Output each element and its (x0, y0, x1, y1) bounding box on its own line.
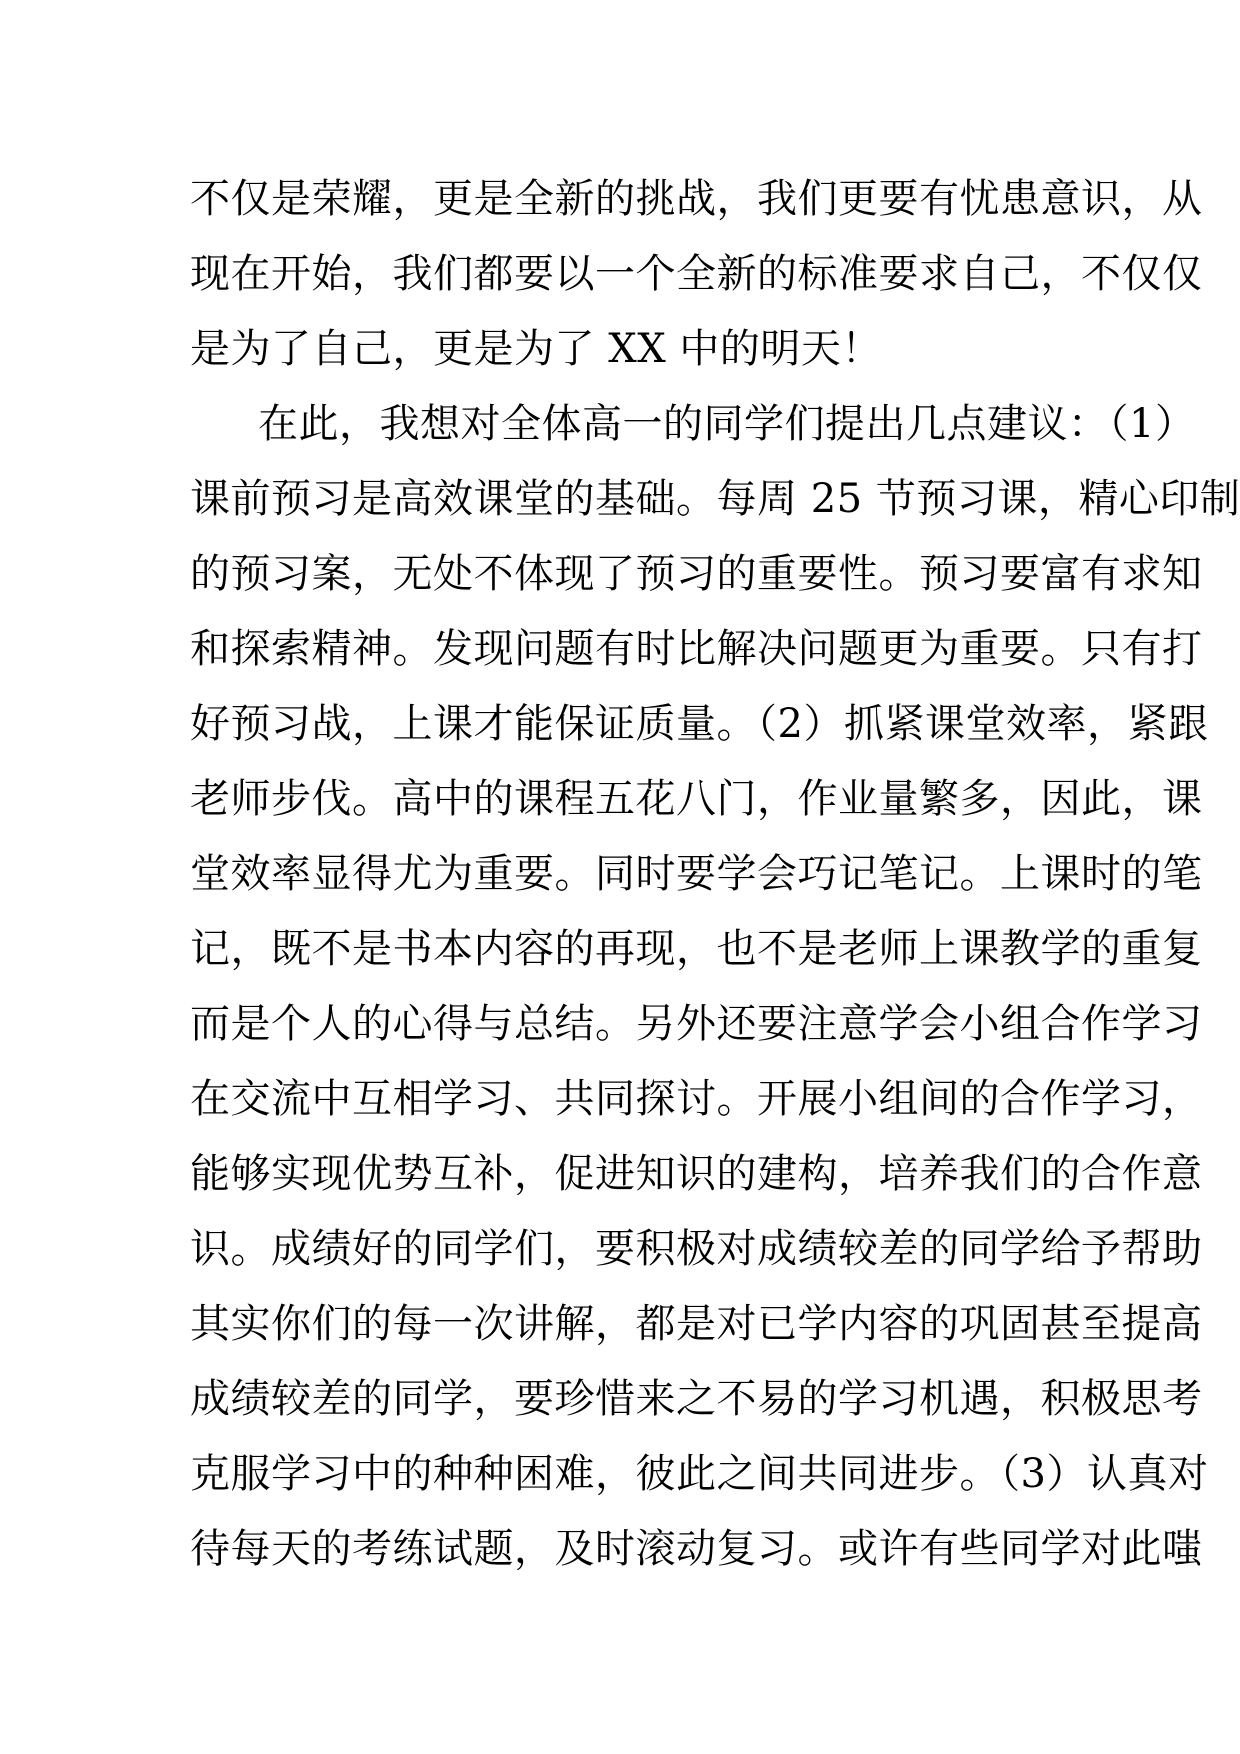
paragraph-start-line: 在此，我想对全体高一的同学们提出几点建议：（1） (258, 401, 1196, 447)
text-line: 现在开始，我们都要以一个全新的标准要求自己，不仅仅 (190, 251, 1203, 297)
text-line: 能够实现优势互补，促进知识的建构，培养我们的合作意 (190, 1151, 1203, 1197)
text-line: 克服学习中的种种困难，彼此之间共同进步。（3）认真对 (190, 1451, 1209, 1497)
text-line: 在交流中互相学习、共同探讨。开展小组间的合作学习， (190, 1076, 1203, 1122)
text-line: 堂效率显得尤为重要。同时要学会巧记笔记。上课时的笔 (190, 851, 1203, 897)
text-line: 待每天的考练试题，及时滚动复习。或许有些同学对此嗤 (190, 1526, 1203, 1572)
text-line: 和探索精神。发现问题有时比解决问题更为重要。只有打 (190, 626, 1203, 672)
text-line: 识。成绩好的同学们，要积极对成绩较差的同学给予帮助 (190, 1226, 1203, 1272)
text-line: 记，既不是书本内容的再现，也不是老师上课教学的重复 (190, 926, 1203, 972)
text-line: 其实你们的每一次讲解，都是对已学内容的巩固甚至提高 (190, 1301, 1203, 1347)
text-line: 不仅是荣耀，更是全新的挑战，我们更要有忧患意识，从 (190, 176, 1203, 222)
body-text (190, 168, 1240, 1593)
text-line: 课前预习是高效课堂的基础。每周 25 节预习课，精心印制 (190, 476, 1240, 522)
text-line: 的预习案，无处不体现了预习的重要性。预习要富有求知 (190, 551, 1203, 597)
text-line: 而是个人的心得与总结。另外还要注意学会小组合作学习 (190, 1001, 1203, 1047)
text-line: 老师步伐。高中的课程五花八门，作业量繁多，因此，课 (190, 776, 1203, 822)
text-line: 好预习战，上课才能保证质量。（2）抓紧课堂效率，紧跟 (190, 701, 1209, 747)
text-line: 是为了自己，更是为了 XX 中的明天！ (190, 326, 882, 372)
text-line: 成绩较差的同学，要珍惜来之不易的学习机遇，积极思考 (190, 1376, 1203, 1422)
